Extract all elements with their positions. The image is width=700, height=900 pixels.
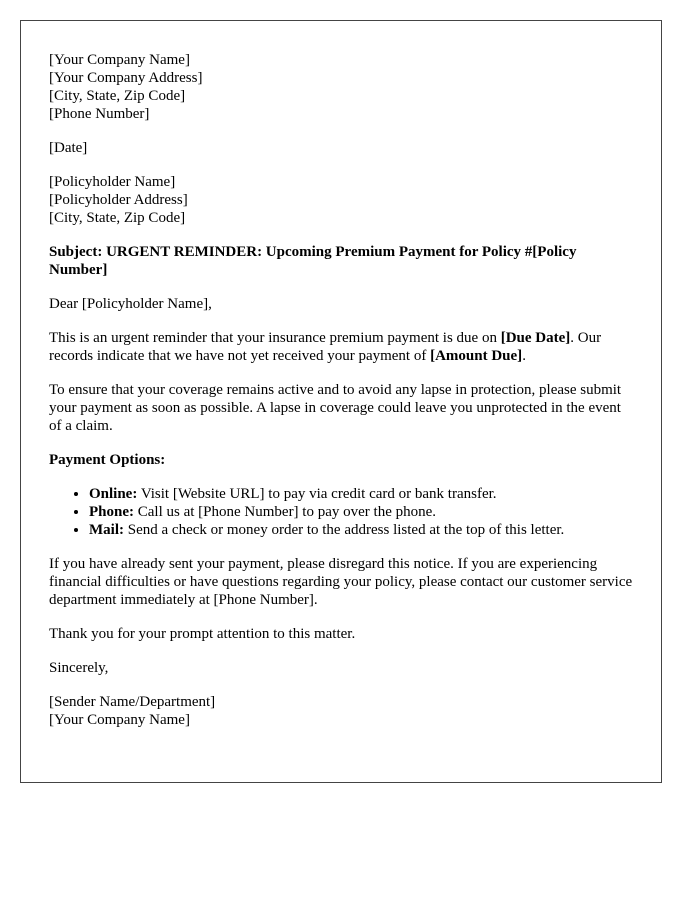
- payment-options-list: [49, 485, 634, 539]
- letter-date: [Date]: [49, 140, 88, 156]
- sender-phone: [Phone Number]: [49, 106, 150, 122]
- option-label: Mail:: [89, 522, 124, 538]
- salutation: Dear [Policyholder Name],: [49, 296, 212, 312]
- option-text: Send a check or money order to the address listed at the top of this letter.: [124, 522, 565, 538]
- payment-option-mail: [89, 521, 634, 539]
- sender-block: [49, 51, 634, 123]
- paragraph-coverage: To ensure that your coverage remains active and to avoid any lapse in protection, please submit your payment as soon as possible. A lapse in coverage could leave you unprotected in the event of a claim.: [49, 382, 622, 434]
- para1-text: . Our records indicate that we have not yet received your payment of: [49, 330, 602, 364]
- sender-company-address: [Your Company Address]: [49, 70, 203, 86]
- option-label: Phone:: [89, 504, 134, 520]
- subject-line: Subject: URGENT REMINDER: Upcoming Premium Payment for Policy #[Policy Number]: [49, 244, 577, 278]
- letter: [20, 20, 662, 783]
- para1-text: .: [522, 348, 526, 364]
- sender-company-name: [Your Company Name]: [49, 52, 190, 68]
- recipient-city-state-zip: [City, State, Zip Code]: [49, 210, 186, 226]
- paragraph-due-notice: [49, 329, 634, 365]
- due-date: [Due Date]: [500, 330, 571, 346]
- signature-sender-name: [Sender Name/Department]: [49, 694, 216, 710]
- signature-company-name: [Your Company Name]: [49, 712, 190, 728]
- paragraph-disregard: If you have already sent your payment, please disregard this notice. If you are experiencing financial difficulties or have questions regarding your policy, please contact our customer service department immediately at [Phone Number].: [49, 556, 633, 608]
- recipient-name: [Policyholder Name]: [49, 174, 176, 190]
- option-text: Visit [Website URL] to pay via credit card or bank transfer.: [137, 486, 497, 502]
- option-text: Call us at [Phone Number] to pay over the phone.: [134, 504, 437, 520]
- option-label: Online:: [89, 486, 138, 502]
- amount-due: [Amount Due]: [430, 348, 523, 364]
- signature-block: [49, 693, 634, 729]
- closing: Sincerely,: [49, 660, 109, 676]
- payment-options-heading: Payment Options:: [49, 452, 166, 468]
- recipient-block: [49, 173, 634, 227]
- payment-option-online: [89, 485, 634, 503]
- sender-city-state-zip: [City, State, Zip Code]: [49, 88, 186, 104]
- paragraph-thanks: Thank you for your prompt attention to this matter.: [49, 626, 356, 642]
- recipient-address: [Policyholder Address]: [49, 192, 188, 208]
- para1-text: This is an urgent reminder that your insurance premium payment is due on: [49, 330, 501, 346]
- payment-option-phone: [89, 503, 634, 521]
